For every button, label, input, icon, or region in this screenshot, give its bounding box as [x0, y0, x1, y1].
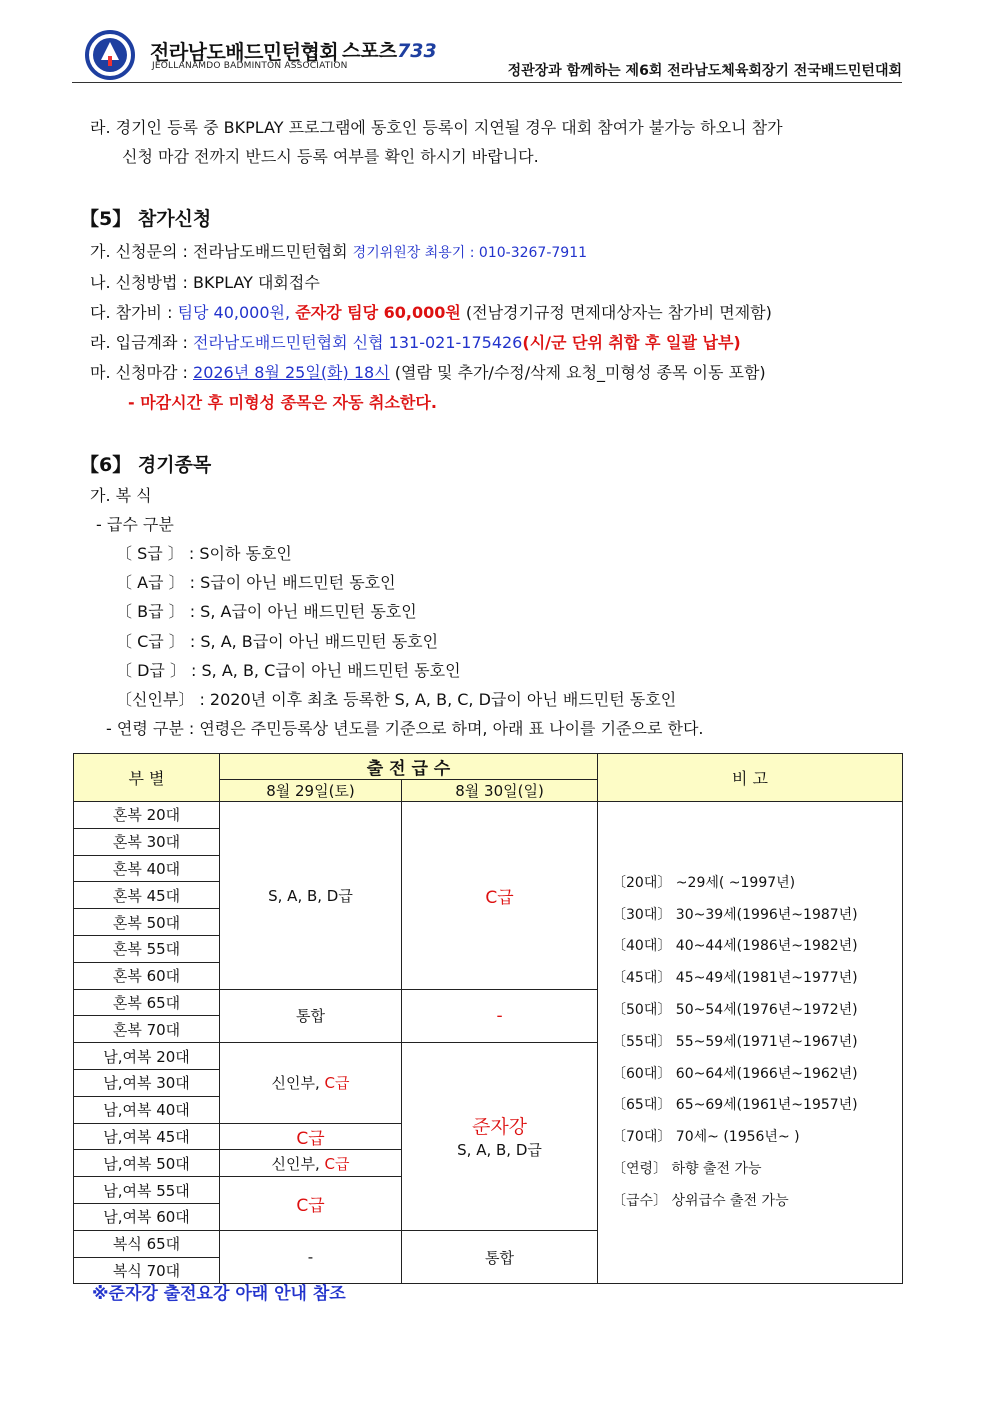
- remark-line: 〔20대〕 ~29세( ~1997년): [612, 874, 796, 891]
- notice-line-2: 신청 마감 전까지 반드시 등록 여부를 확인 하시기 바랍니다.: [122, 147, 539, 166]
- grade-day2-cell: C급: [402, 802, 598, 990]
- division-cell: 남,여복 45대: [74, 1123, 220, 1150]
- grade-s: 〔 S급 〕 : S이하 동호인: [116, 544, 292, 563]
- notice-line-1: 라. 경기인 등록 중 BKPLAY 프로그램에 동호인 등록이 지연될 경우 대회 참여가 불가능 하오니 참가: [90, 118, 783, 137]
- remark-line: 〔급수〕 상위급수 출전 가능: [612, 1192, 789, 1209]
- org-name-korean: 전라남도배드민턴협회: [150, 40, 339, 64]
- age-heading: - 연령 구분 : 연령은 주민등록상 년도를 기준으로 하며, 아래 표 나이를 기준으로 한다.: [106, 719, 704, 738]
- grade-heading: - 급수 구분: [96, 515, 174, 534]
- events-table: [73, 753, 903, 1284]
- remark-line: 〔50대〕 50~54세(1976년~1972년): [612, 1001, 858, 1018]
- grade-day2-cell: -: [402, 989, 598, 1043]
- remark-line: 〔45대〕 45~49세(1981년~1977년): [612, 970, 858, 987]
- division-cell: 남,여복 60대: [74, 1203, 220, 1230]
- remark-line: 〔연령〕 하향 출전 가능: [612, 1160, 762, 1177]
- grade-day2-cell: 준자강 S, A, B, D급: [402, 1043, 598, 1231]
- grade-day1-cell: -: [220, 1230, 402, 1284]
- grade-day1-cell: 통합: [220, 989, 402, 1043]
- grade-c: 〔 C급 〕 : S, A, B급이 아닌 배드민턴 동호인: [116, 632, 439, 651]
- division-cell: 혼복 70대: [74, 1016, 220, 1043]
- section-5-title: 【5】 참가신청: [80, 208, 212, 230]
- division-cell: 남,여복 55대: [74, 1177, 220, 1204]
- grade-day1-cell: C급: [220, 1177, 402, 1231]
- grade-day2-cell: 통합: [402, 1230, 598, 1284]
- grade-b: 〔 B급 〕 : S, A급이 아닌 배드민턴 동호인: [116, 602, 417, 621]
- entry-fee: 다. 참가비 : 팀당 40,000원, 준자강 팀당 60,000원 (전남경기규정 면제대상자는 참가비 면제함): [90, 303, 772, 322]
- grade-day1-cell: 신인부, C급: [220, 1150, 402, 1177]
- doubles-heading: 가. 복 식: [90, 486, 152, 505]
- division-cell: 복식 70대: [74, 1257, 220, 1284]
- bank-account: 라. 입금계좌 : 전라남도배드민턴협회 신협 131-021-175426(시/군 단위 취합 후 일괄 납부): [90, 333, 741, 352]
- contact-info: 경기위원장 최용기 : 010-3267-7911: [352, 245, 588, 261]
- org-name-english: JEOLLANAMDO BADMINTON ASSOCIATION: [152, 61, 348, 71]
- deadline-note: - 마감시간 후 미형성 종목은 자동 취소한다.: [128, 393, 437, 412]
- division-cell: 혼복 55대: [74, 935, 220, 962]
- grade-day1-cell: 신인부, C급: [220, 1043, 402, 1123]
- remark-line: 〔60대〕 60~64세(1966년~1962년): [612, 1065, 858, 1082]
- grade-rookie: 〔신인부〕 : 2020년 이후 최초 등록한 S, A, B, C, D급이 아닌 배드민턴 동호인: [116, 690, 677, 709]
- remark-line: 〔30대〕 30~39세(1996년~1987년): [612, 906, 858, 923]
- header-remarks: 비 고: [598, 754, 903, 802]
- apply-method: 나. 신청방법 : BKPLAY 대회접수: [90, 273, 320, 292]
- division-cell: 남,여복 50대: [74, 1150, 220, 1177]
- remark-line: 〔65대〕 65~69세(1961년~1957년): [612, 1097, 858, 1114]
- division-cell: 남,여복 30대: [74, 1069, 220, 1096]
- division-cell: 남,여복 40대: [74, 1096, 220, 1123]
- grade-day1-cell: S, A, B, D급: [220, 802, 402, 990]
- division-cell: 혼복 45대: [74, 882, 220, 909]
- grade-a: 〔 A급 〕 : S급이 아닌 배드민턴 동호인: [116, 573, 396, 592]
- header-day1: 8월 29일(토): [220, 780, 402, 802]
- grade-d: 〔 D급 〕 : S, A, B, C급이 아닌 배드민턴 동호인: [116, 661, 461, 680]
- division-cell: 남,여복 20대: [74, 1043, 220, 1070]
- header-division: 부 별: [74, 754, 220, 802]
- division-cell: 혼복 30대: [74, 828, 220, 855]
- association-logo: [77, 30, 143, 80]
- division-cell: 혼복 65대: [74, 989, 220, 1016]
- remarks-cell: [598, 802, 903, 1284]
- header-grade: 출 전 급 수: [220, 754, 598, 780]
- division-cell: 혼복 40대: [74, 855, 220, 882]
- header-day2: 8월 30일(일): [402, 780, 598, 802]
- division-cell: 복식 65대: [74, 1230, 220, 1257]
- apply-deadline: 마. 신청마감 : 2026년 8월 25일(화) 18시 (열람 및 추가/수정/삭제 요청_미형성 종목 이동 포함): [90, 363, 766, 382]
- remark-line: 〔55대〕 55~59세(1971년~1967년): [612, 1033, 858, 1050]
- division-cell: 혼복 20대: [74, 802, 220, 829]
- sports733-logo: 스포츠733: [342, 40, 437, 62]
- event-title: 정관장과 함께하는 제6회 전라남도체육회장기 전국배드민턴대회: [507, 63, 902, 79]
- grade-day1-cell: C급: [220, 1123, 402, 1150]
- remark-line: 〔40대〕 40~44세(1986년~1982년): [612, 938, 858, 955]
- division-cell: 혼복 50대: [74, 909, 220, 936]
- apply-inquiry: 가. 신청문의 : 전라남도배드민턴협회 경기위원장 최용기 : 010-3267-7911: [90, 242, 588, 261]
- header-divider: [72, 82, 902, 83]
- footnote: ※준자강 출전요강 아래 안내 참조: [92, 1284, 346, 1304]
- division-cell: 혼복 60대: [74, 962, 220, 989]
- section-6-title: 【6】 경기종목: [80, 454, 212, 476]
- remark-line: 〔70대〕 70세~ (1956년~ ): [612, 1129, 800, 1146]
